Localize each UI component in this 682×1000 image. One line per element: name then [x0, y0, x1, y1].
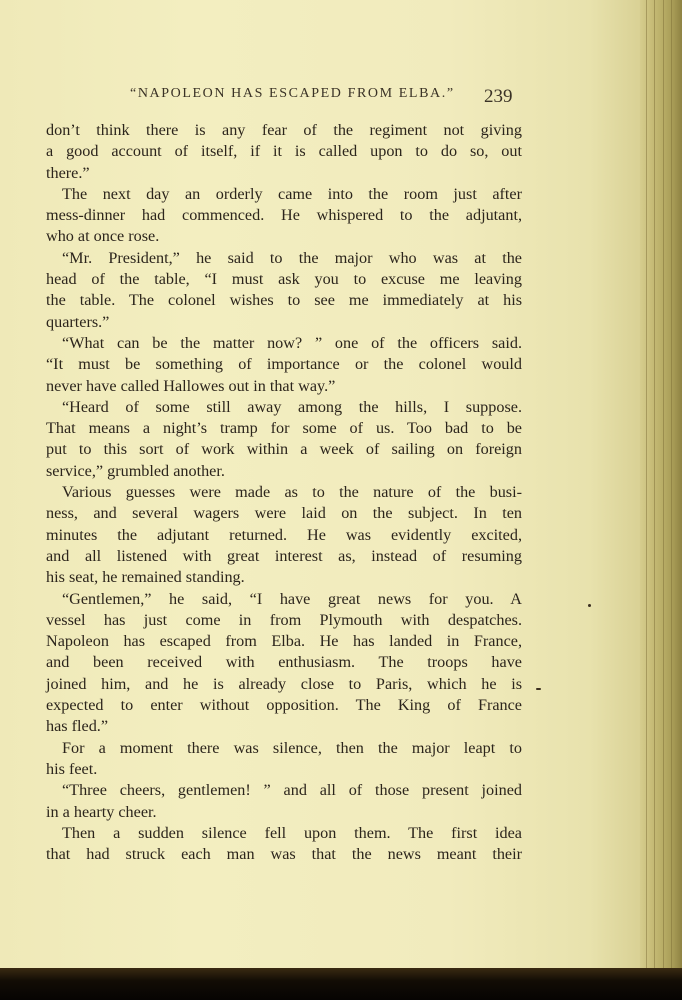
body-text [46, 120, 522, 865]
text-line: “Gentlemen,” he said, “I have great news for you. A [62, 589, 522, 608]
text-line: never have called Hallowes out in that way.” [46, 376, 336, 395]
spine-line [663, 0, 664, 975]
text-line: expected to enter without opposition. The King of France [46, 696, 522, 715]
text-line: his seat, he remained standing. [46, 568, 245, 587]
page-bottom-shadow [0, 968, 682, 1000]
text-line: that had struck each man was that the news meant their [46, 845, 522, 864]
spine-line [654, 0, 655, 975]
text-line: The next day an orderly came into the room just after [62, 184, 522, 203]
text-line: service,” grumbled another. [46, 461, 225, 480]
paper-speck [588, 604, 591, 607]
text-line: a good account of itself, if it is called upon to do so, out [46, 142, 522, 161]
text-line: Napoleon has escaped from Elba. He has landed in France, [46, 632, 522, 651]
text-line: head of the table, “I must ask you to excuse me leaving [46, 270, 522, 289]
text-line: don’t think there is any fear of the regiment not giving [46, 121, 522, 139]
text-line: Various guesses were made as to the nature of the busi- [62, 483, 522, 502]
spine-line [671, 0, 672, 975]
text-line: who at once rose. [46, 227, 160, 246]
book-spine-edge [640, 0, 682, 985]
text-line: ness, and several wagers were laid on the subject. In ten [46, 504, 522, 523]
text-line: Then a sudden silence fell upon them. The first idea [62, 823, 522, 842]
text-line: joined him, and he is already close to Paris, which he is [46, 674, 522, 693]
text-line: the table. The colonel wishes to see me immediately at his [46, 291, 522, 310]
page-number: 239 [484, 86, 513, 107]
text-line: “It must be something of importance or the colonel would [46, 355, 522, 374]
text-line: “Three cheers, gentlemen! ” and all of those present joined [62, 781, 522, 800]
text-line: his feet. [46, 759, 98, 778]
text-line: “Heard of some still away among the hills, I suppose. [62, 397, 522, 416]
text-line: there.” [46, 163, 90, 182]
text-line: and all listened with great interest as, instead of resuming [46, 546, 522, 565]
text-line: and been received with enthusiasm. The troops have [46, 653, 522, 672]
text-line: “Mr. President,” he said to the major who was at the [62, 248, 522, 267]
text-line: That means a night’s tramp for some of us. Too bad to be [46, 419, 522, 438]
text-line: For a moment there was silence, then the major leapt to [62, 738, 522, 757]
spine-line [646, 0, 647, 975]
text-line: in a hearty cheer. [46, 802, 157, 821]
text-line: vessel has just come in from Plymouth with despatches. [46, 610, 522, 629]
text-line: has fled.” [46, 717, 109, 736]
text-line: minutes the adjutant returned. He was evidently excited, [46, 525, 522, 544]
running-head: “NAPOLEON HAS ESCAPED FROM ELBA.” [130, 86, 455, 101]
text-line: quarters.” [46, 312, 110, 331]
paper-speck [536, 688, 541, 690]
text-line: put to this sort of work within a week of sailing on foreign [46, 440, 522, 459]
text-line: “What can be the matter now? ” one of the officers said. [62, 333, 522, 352]
text-line: mess-dinner had commenced. He whispered to the adjutant, [46, 206, 522, 225]
